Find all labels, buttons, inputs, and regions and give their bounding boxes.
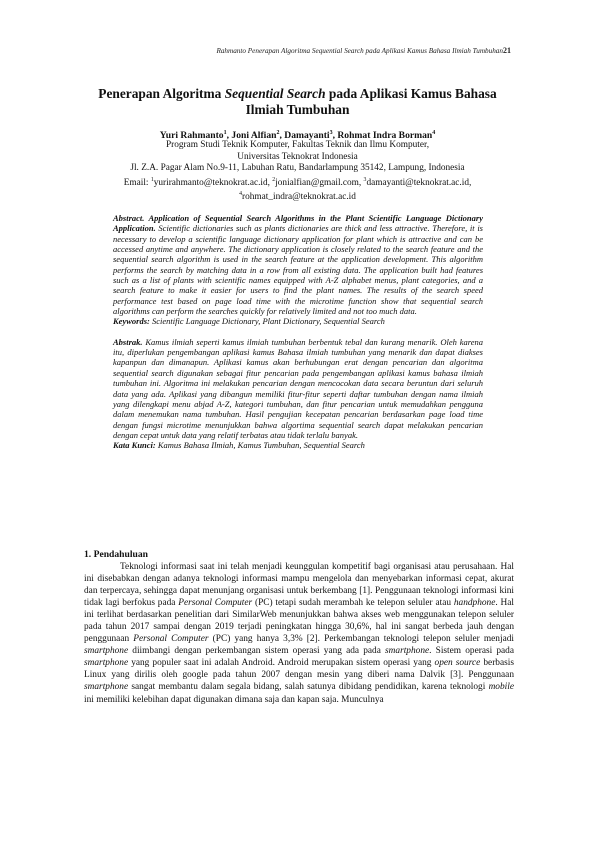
- text-run: berbasis Linux yang dirilis oleh google pada tahun 2007 dengan mesin yang diberi nama Dalvik [3]. Penggunaan: [84, 658, 514, 681]
- email-sup: 2: [272, 176, 276, 183]
- author-sep: ,: [279, 130, 285, 142]
- email-label: Email:: [123, 177, 151, 188]
- text-run: ini memiliki kelebihan dapat digunakan dimana saja dan kapan saja. Munculnya: [84, 694, 384, 705]
- email-link[interactable]: yurirahmanto@teknokrat.ac.id,: [153, 177, 273, 188]
- author: Joni Alfian: [231, 130, 277, 142]
- affiliation-line-2: Universitas Teknokrat Indonesia: [237, 151, 358, 162]
- author: Rohmat Indra Borman: [337, 130, 433, 142]
- abstract-en-label: Abstract. Application of Sequential Search Algorithms in the Plant Scientific Language Dictionary Application.: [113, 213, 483, 234]
- running-head-text: Rahmanto Penerapan Algoritma Sequential Search pada Aplikasi Kamus Bahasa Ilmiah Tumbuhan: [216, 47, 503, 55]
- running-head: [216, 46, 511, 55]
- page-number: 21: [503, 46, 511, 55]
- italic-term: smartphone: [84, 646, 129, 657]
- keywords-id-text: Kamus Bahasa Ilmiah, Kamus Tumbuhan, Sequential Search: [155, 440, 365, 451]
- abstract-id-label: Abstrak.: [113, 336, 143, 347]
- title-part-3: pada Aplikasi Kamus Bahasa Ilmiah Tumbuhan: [245, 86, 497, 117]
- title-part-2: Sequential Search: [224, 86, 326, 101]
- author-sep: ,: [332, 130, 338, 142]
- author: Damayanti: [284, 130, 330, 142]
- italic-term: open source: [434, 658, 481, 669]
- text-run: Teknologi informasi saat ini telah menjadi keunggulan kompetitif bagi organisasi atau perusahaan. Hal ini disebabkan dengan adanya teknologi informasi mampu mengelola dan menyebarkan informasi cepat, akurat dan terpercaya, sehingga dapat menunjang organisasi untuk berkembang [1]. Penggunaan teknologi informasi kini tidak lagi berfokus pada: [84, 562, 514, 609]
- author-sep: ,: [226, 130, 232, 142]
- email-sup: 3: [363, 176, 367, 183]
- email-link[interactable]: rohmat_indra@teknokrat.ac.id: [242, 192, 356, 203]
- keywords-en-text: Scientific Language Dictionary, Plant Dictionary, Sequential Search: [149, 316, 385, 327]
- keywords-indonesian: [113, 440, 483, 450]
- abstract-block: [113, 213, 483, 451]
- email-link[interactable]: jonialfian@gmail.com,: [275, 177, 364, 188]
- author: Yuri Rahmanto: [159, 130, 224, 142]
- text-run: (PC) yang hanya 3,3% [2]. Perkembangan teknologi telepon seluler menjadi: [208, 634, 514, 645]
- text-run: (PC) tetapi sudah merambah ke telepon seluler atau: [252, 598, 454, 609]
- title-part-1: Penerapan Algoritma: [98, 86, 225, 101]
- affiliation-line-1: Program Studi Teknik Komputer, Fakultas Teknik dan Ilmu Komputer,: [165, 140, 430, 150]
- italic-term: smartphone: [84, 682, 129, 693]
- abstract-indonesian: [113, 337, 483, 440]
- author-sup: 2: [276, 130, 280, 136]
- section-body: [84, 561, 514, 706]
- italic-term: mobile: [488, 682, 514, 693]
- abstract-en-text: Scientific dictionaries such as plants dictionaries are thick and less attractive. Therefore, it is necessary to develop a scientific language dictionary application for plant which is attractive and can be accessed anytime and anywhere. The dictionary application is closely related to the search feature and the sequential search algorithm is used in the search feature at the application development. This algorithm performs the search by matching data in a row from all existing data. The application built had features such as a list of plants with scientific names equipped with A-Z alphabet menus, plant categories, and a search feature to make it easier for users to find the plant names. The results of the search speed performance test based on page load time with the microtime function show that sequential search algorithms can perform the searches quickly for relatively limited and not too much data.: [113, 223, 483, 317]
- paper-title: [80, 86, 515, 118]
- affiliation-line-3: Jl. Z.A. Pagar Alam No.9-11, Labuhan Ratu, Bandarlampung 35142, Lampung, Indonesia: [130, 163, 465, 174]
- email-line: [80, 175, 515, 190]
- text-run: yang populer saat ini adalah Android. Android merupakan sistem operasi yang: [128, 658, 435, 669]
- affiliation: [80, 140, 515, 204]
- paragraph: [84, 561, 514, 706]
- italic-term: smartphone: [385, 646, 430, 657]
- text-run: diimbangi dengan perkembangan sistem operasi yang ada pada: [128, 646, 386, 657]
- italic-term: Personal Computer: [178, 598, 253, 609]
- email-line-2: [80, 189, 515, 204]
- abstract-id-text: Kamus ilmiah seperti kamus ilmiah tumbuhan berbentuk tebal dan kurang menarik. Oleh karena itu, diperlukan pengembangan aplikasi kamus Bahasa ilmiah tumbuhan yang menarik dan dapat diakses kapanpun dan dimanapun. Aplikasi kamus akan berhubungan erat dengan pencarian dan algoritma sequential search digunakan sebagai fitur pencarian pada pengembangan aplikasi kamus bahasa ilmiah tumbuhan ini. Algoritma ini melakukan pencarian dengan mencocokan data secara beruntun dari seluruh data yang ada. Aplikasi yang dibangun memiliki fitur-fitur seperti daftar tumbuhan dengan nama ilmiah yang dilengkapi menu abjad A-Z, kategori tumbuhan, dan fitur pencarian untuk memudahkan pengguna dalam menemukan nama tumbuhan. Hasil pengujian kecepatan pencarian berdasarkan page load time dengan fungsi microtime menunjukkan bahwa algortima sequential search dapat melakukan pencarian dengan cepat untuk data yang relatif terbatas atau tidak terlalu banyak.: [113, 336, 483, 440]
- author-sup: 4: [432, 130, 436, 136]
- email-sup: 4: [239, 191, 242, 198]
- italic-term: Personal Computer: [133, 634, 209, 645]
- section-heading: 1. Pendahuluan: [84, 549, 148, 560]
- text-run: . Hal ini terlihat berdasarkan penelitian dari SimilarWeb menunjukkan bahwa akses web menggunakan telepon seluler pada tahun 2017 sampai dengan 2019 terjadi peningkatan hingga 30,6%, hal ini sangat berbeda jauh dengan penggunaan: [84, 598, 515, 645]
- email-sup: 1: [150, 176, 154, 183]
- text-run: sangat membantu dalam segala bidang, salah satunya dibidang pendidikan, karena teknologi: [128, 682, 489, 693]
- keywords-id-label: Kata Kunci:: [113, 440, 156, 451]
- keywords-english: [113, 316, 483, 326]
- italic-term: handphone: [453, 598, 496, 609]
- author-sup: 3: [329, 130, 333, 136]
- keywords-en-label: Keywords:: [113, 316, 150, 327]
- text-run: . Sistem operasi pada: [429, 646, 514, 657]
- italic-term: smartphone: [84, 658, 129, 669]
- author-sup: 1: [223, 130, 227, 136]
- abstract-english: [113, 213, 483, 316]
- email-link[interactable]: damayanti@teknokrat.ac.id,: [366, 177, 472, 188]
